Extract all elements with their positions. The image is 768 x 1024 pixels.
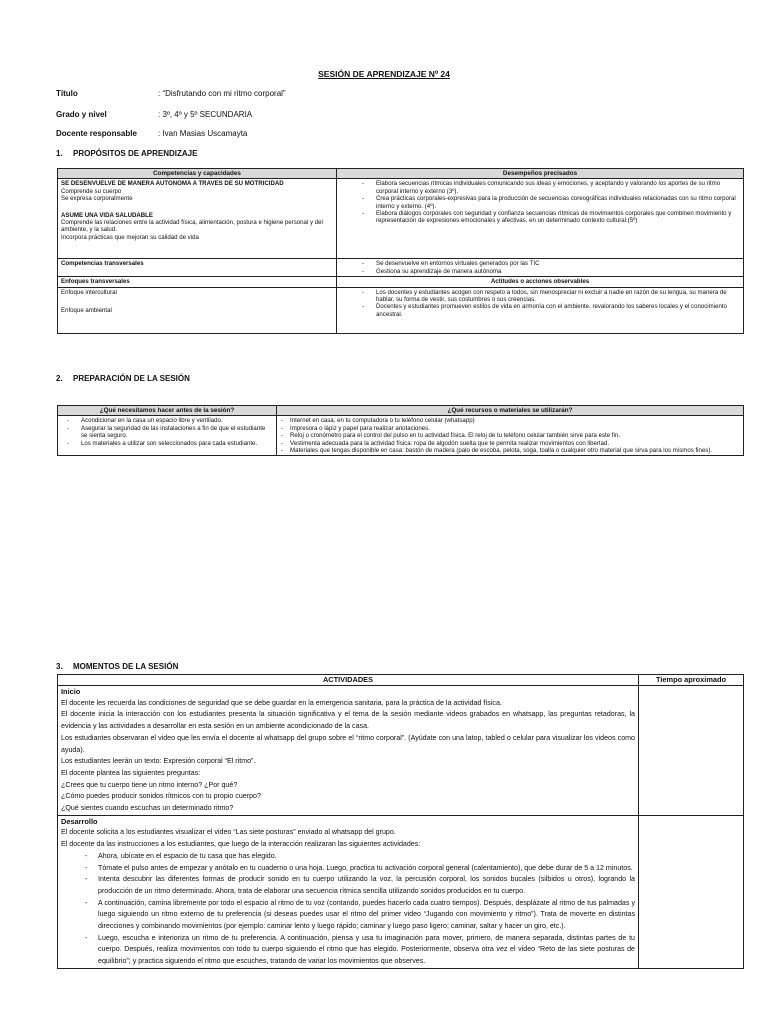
section2-heading bbox=[56, 374, 190, 383]
page-title: SESIÓN DE APRENDIZAJE Nº 24 bbox=[318, 69, 450, 79]
inicio-label: Inicio bbox=[61, 687, 81, 696]
competencias-cell bbox=[58, 179, 337, 259]
transversales-label: Competencias transversales bbox=[58, 259, 337, 277]
enfoque-item: Enfoque intercultural bbox=[61, 288, 117, 296]
pregunta-item: ¿Crees que tu cuerpo tiene un ritmo interno? ¿Por qué? bbox=[61, 780, 238, 789]
desempenos-header: Desempeños precisados bbox=[337, 169, 744, 179]
antes-item: - Los materiales a utilizar son seleccionados para cada estudiante. bbox=[61, 440, 273, 447]
desarrollo-line: El docente da las instrucciones a los estudiantes, que luego de la interacción realizaran las siguientes actividades: bbox=[61, 840, 421, 849]
desempeno-item: - Crea prácticas corporales-expresivas para la producción de secuencias coreográficas individuales relacionadas con su ritmo corporal interno y externo. (4º). bbox=[340, 195, 740, 210]
desempeno-item: - Elabora secuencias rítmicas individuales comunicando sus ideas y emociones, y aceptando y valorando los aportes de su ritmo corporal interno y externo (3º). bbox=[340, 180, 740, 195]
titulo-value: : “Disfrutando con mi ritmo corporal” bbox=[158, 89, 286, 98]
pregunta-item: ¿Qué sientes cuando escuchas un determinado ritmo? bbox=[61, 804, 234, 813]
momentos-table bbox=[57, 674, 744, 969]
desarrollo-bullet: - Tómate el pulso antes de empezar y anótalo en tu cuaderno o una hoja. Luego, practica tu activación corporal general (calentamiento), que debe durar de 5 a 12 minutos. bbox=[61, 863, 635, 875]
antes-item: - Acondicionar en la casa un espacio libre y ventilado. bbox=[61, 417, 273, 424]
desarrollo-bullet: - Intenta descubrir las diferentes formas de producir sonido en tu cuerpo utilizando la voz, la percusión corporal, los sonidos bucales (silbidos u otros), logrando la producción de un ritmo determinado. Ahora, trata de elaborar una secuencia rítmica sencilla utilizando sonidos producidos en tu cuerpo. bbox=[61, 874, 635, 897]
actitudes-label: Actitudes o acciones observables bbox=[337, 277, 744, 287]
titulo-label: Título bbox=[56, 89, 78, 98]
section1-heading bbox=[56, 149, 197, 158]
propositos-table bbox=[57, 168, 744, 334]
docente-value: : Ivan Masias Uscamayta bbox=[158, 129, 248, 138]
inicio-line: El docente les recuerda las condiciones de seguridad que se debe guardar en la emergencia sanitaria, para la práctica de la actividad física. bbox=[61, 698, 502, 707]
section3-title: MOMENTOS DE LA SESIÓN bbox=[73, 662, 179, 671]
desarrollo-bullet: - Luego, escucha e interioriza un ritmo de tu preferencia. A continuación, piensa y usa tu imaginación para mover, primero, de manera separada, distintas partes de tu cuerpo. Después, realiza movimientos con todo tu cuerpo siguiendo el ritmo que has elegido. Posteriormente, observa otra vez el video “Reto de las siete posturas de equilibrio”; y practica siguiendo el ritmo que escuches, tratando de variar los movimientos que observes. bbox=[61, 933, 635, 968]
section3-number: 3. bbox=[56, 662, 63, 671]
grado-label: Grado y nivel bbox=[56, 110, 107, 119]
transversal-item: - Gestiona su aprendizaje de manera autónoma bbox=[340, 268, 740, 275]
capacidad-item: Se expresa corporalmente bbox=[61, 195, 133, 203]
inicio-cell bbox=[58, 686, 639, 816]
inicio-line: El docente plantea las siguientes preguntas: bbox=[61, 768, 201, 777]
enfoque-item: Enfoque ambiental bbox=[61, 307, 112, 315]
desarrollo-label: Desarrollo bbox=[61, 816, 98, 826]
actitud-item: - Docentes y estudiantes promueven estilos de vida en armonía con el ambiente, revalorando los saberes locales y el conocimiento ancestral. bbox=[340, 303, 740, 318]
actividades-header: ACTIVIDADES bbox=[58, 675, 639, 686]
capacidad-item: Incorpora prácticas que mejoran su calidad de vida bbox=[61, 233, 199, 241]
desarrollo-cell bbox=[58, 815, 639, 968]
desarrollo-bullet: - A continuación, camina libremente por todo el espacio al ritmo de tu voz (contando, puedes hacerlo cada cuatro tiempos). Después, desplázate al ritmo de tus palmadas y luego siguiendo un ritmo externo de tu preferencia (si deseas puedes usar el ritmo del primer video “Jugando con movimiento y ritmo”). Trata de moverte en distintas direcciones y combinando movimientos (por ejemplo: caminar lento y luego rápido; caminar y luego paso ligero; caminar, saltar y hacer un giro, etc.). bbox=[61, 898, 635, 933]
competencias-header: Competencias y capacidades bbox=[58, 169, 337, 179]
inicio-line: Los estudiantes leerán un texto: Expresión corporal “El ritmo”. bbox=[61, 757, 256, 766]
antes-header: ¿Qué necesitamos hacer antes de la sesión? bbox=[58, 406, 277, 416]
inicio-tiempo-cell bbox=[639, 686, 744, 816]
desempeno-item: - Elabora diálogos corporales con seguridad y confianza secuencias rítmicas de movimientos corporales que combinen movimiento y representación de expresiones emocionales y afectivas, en un determinado contexto cultural.(5º) bbox=[340, 210, 740, 225]
docente-label: Docente responsable bbox=[56, 129, 137, 138]
transversal-item: - Se desenvuelve en entornos virtuales generados por las TIC bbox=[340, 260, 740, 267]
enfoques-cell bbox=[58, 287, 337, 333]
recurso-item: - Impresora o lápiz y papel para realizar anotaciones. bbox=[280, 425, 740, 432]
recurso-item: - Reloj o cronómetro para el control del pulso en tu actividad física. El reloj de tu teléfono celular también sirve para este fin. bbox=[280, 432, 740, 439]
actitudes-cell bbox=[337, 287, 744, 333]
inicio-line: El docente inicia la interacción con los estudiantes presenta la situación significativa y el tema de la sesión mediante videos grabados en whatsapp, las preguntas retadoras, la evidencia y las actividades a desarrollar en esta sesión en un ambiente acondicionado de la casa. bbox=[61, 710, 635, 731]
recurso-item: - Materiales que tengas disponible en casa: bastón de madera (palo de escoba, pelota, soga, toalla o cualquier otro material que sirva para los mismos fines). bbox=[280, 447, 740, 454]
recurso-item: - Vestimenta adecuada para la actividad física: ropa de algodón suelta que te permita realizar movimientos con libertad. bbox=[280, 440, 740, 447]
pregunta-item: ¿Cómo puedes producir sonidos rítmicos con tu propio cuerpo? bbox=[61, 792, 261, 801]
section1-title: PROPÓSITOS DE APRENDIZAJE bbox=[73, 149, 198, 158]
enfoques-label: Enfoques transversales bbox=[58, 277, 337, 287]
section2-number: 2. bbox=[56, 374, 63, 383]
tiempo-header: Tiempo aproximado bbox=[639, 675, 744, 686]
desarrollo-line: El docente solicita a los estudiantes visualizar el video “Las siete posturas” enviado al whatsapp del grupo. bbox=[61, 828, 396, 837]
preparacion-table bbox=[57, 405, 744, 456]
desempenos-cell bbox=[337, 179, 744, 259]
section1-number: 1. bbox=[56, 149, 63, 158]
actitud-item: - Los docentes y estudiantes acogen con respeto a todos, sin menospreciar ni excluir a nadie en razón de su lengua, su manera de hablar, su forma de vestir, sus costumbres o sus creencias. bbox=[340, 289, 740, 304]
recursos-cell bbox=[277, 416, 744, 456]
desarrollo-tiempo-cell bbox=[639, 815, 744, 968]
competencia-motricidad: SE DESENVUELVE DE MANERA AUTONOMA A TRAVES DE SU MOTRICIDAD bbox=[61, 180, 284, 188]
antes-item: - Asegurar la seguridad de las instalaciones a fin de que el estudiante se sienta seguro. bbox=[61, 425, 273, 440]
recursos-header: ¿Qué recursos o materiales se utilizarán? bbox=[277, 406, 744, 416]
competencia-vida-saludable: ASUME UNA VIDA SALUDABLE bbox=[61, 211, 153, 219]
capacidad-item: Comprende las relaciones entre la actividad física, alimentación, postura e higiene personal y del ambiente, y la salud. bbox=[61, 219, 323, 234]
antes-cell bbox=[58, 416, 277, 456]
desarrollo-bullet: - Ahora, ubícate en el espacio de tu casa que has elegido. bbox=[61, 851, 635, 863]
grado-value: : 3º, 4º y 5º SECUNDARIA bbox=[158, 110, 253, 119]
capacidad-item: Comprende su cuerpo bbox=[61, 187, 122, 195]
inicio-line: Los estudiantes observaran el video que les envía el docente al whatsapp del grupo sobre el “ritmo corporal”. (Ayúdate con una latop, tabled o celular para visualizar los videos como ayuda). bbox=[61, 733, 635, 754]
recurso-item: - Internet en casa, en tu computadora o tu teléfono celular (whatsapp) bbox=[280, 417, 740, 424]
section2-title: PREPARACIÓN DE LA SESIÓN bbox=[73, 374, 190, 383]
section3-heading bbox=[56, 662, 178, 671]
